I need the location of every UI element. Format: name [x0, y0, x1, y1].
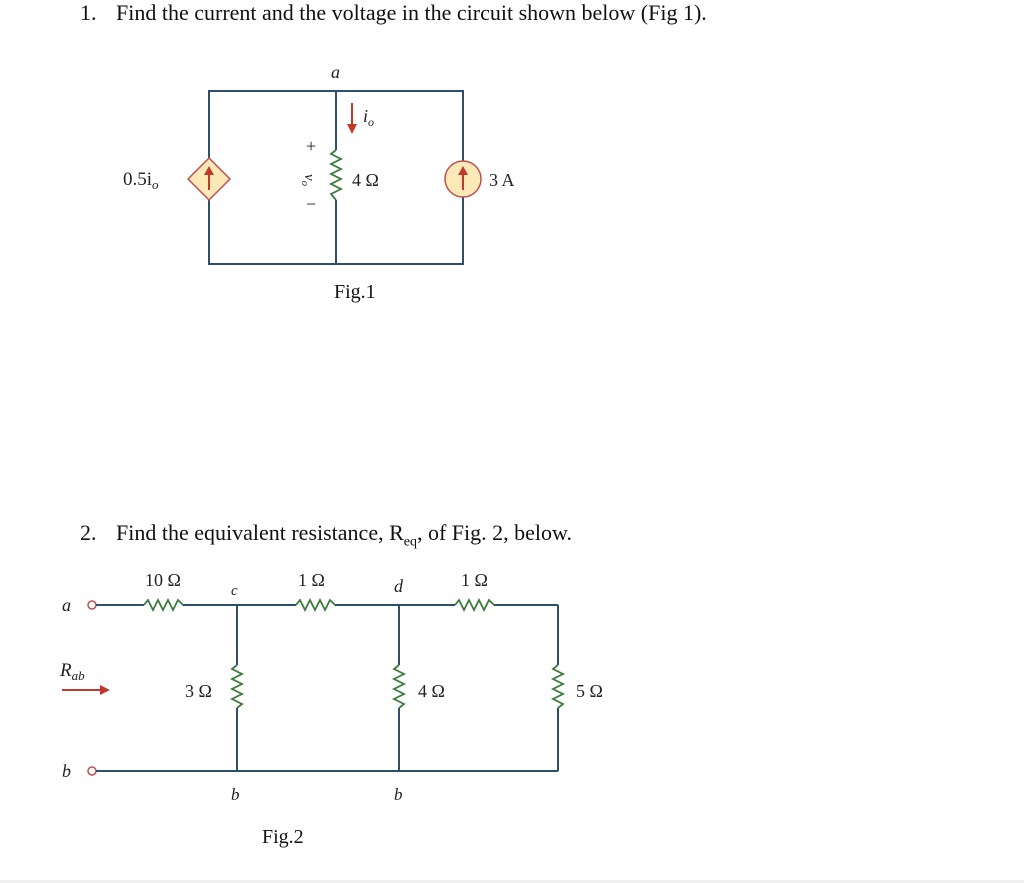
fig2-resistor-3ohm	[232, 665, 242, 708]
fig2-node-b-right: b	[394, 785, 403, 804]
fig2-resistor-1ohm-b	[455, 600, 494, 610]
fig1-dep-source-label: $0.5i_o$	[123, 169, 159, 192]
fig2-node-c: c	[231, 583, 238, 599]
question-2-text-before: Find the equivalent resistance, R	[116, 520, 404, 545]
fig2-r1-label: 10 Ω	[145, 570, 181, 590]
fig2-resistor-1ohm-a	[296, 600, 335, 610]
fig1-source-label: 3 A	[489, 170, 515, 190]
fig1-voltage-label: $v_o$	[299, 174, 317, 187]
fig2-r4-label: 3 Ω	[185, 681, 212, 701]
fig2-resistor-10ohm	[144, 600, 183, 610]
fig2-resistor-5ohm	[553, 665, 563, 708]
fig2-rab-arrow-head	[100, 685, 110, 695]
question-2-number: 2.	[80, 520, 97, 545]
fig2-label-b: b	[62, 761, 71, 781]
fig2-r2-label: 1 Ω	[298, 570, 325, 590]
question-2-text-after: , of Fig. 2, below.	[416, 520, 572, 545]
fig2-node-d: d	[394, 576, 403, 596]
fig1-current-label: $i_o$	[363, 106, 375, 129]
fig1-node-a: a	[331, 62, 340, 82]
fig1-caption: Fig.1	[334, 281, 376, 303]
question-1-text: Find the current and the voltage in the circuit shown below (Fig 1).	[116, 0, 707, 25]
fig2-r3-label: 1 Ω	[461, 570, 488, 590]
fig2-caption: Fig.2	[262, 826, 304, 848]
question-2-subscript: eq	[403, 534, 417, 550]
fig1-minus-sign: −	[306, 194, 317, 214]
fig2-terminal-a	[88, 601, 96, 609]
fig2-r6-label: 5 Ω	[576, 681, 603, 701]
fig2-label-a: a	[62, 595, 71, 615]
fig2-node-b-left: b	[231, 785, 240, 804]
fig2-terminal-b	[88, 767, 96, 775]
question-1-number: 1.	[80, 0, 97, 25]
fig2-resistor-4ohm	[394, 665, 404, 708]
fig2-rab-label: $R_{ab}$	[60, 660, 85, 683]
fig1-plus-sign: +	[306, 136, 317, 156]
fig2-r5-label: 4 Ω	[418, 681, 445, 701]
fig1-resistor-label: 4 Ω	[352, 170, 379, 190]
